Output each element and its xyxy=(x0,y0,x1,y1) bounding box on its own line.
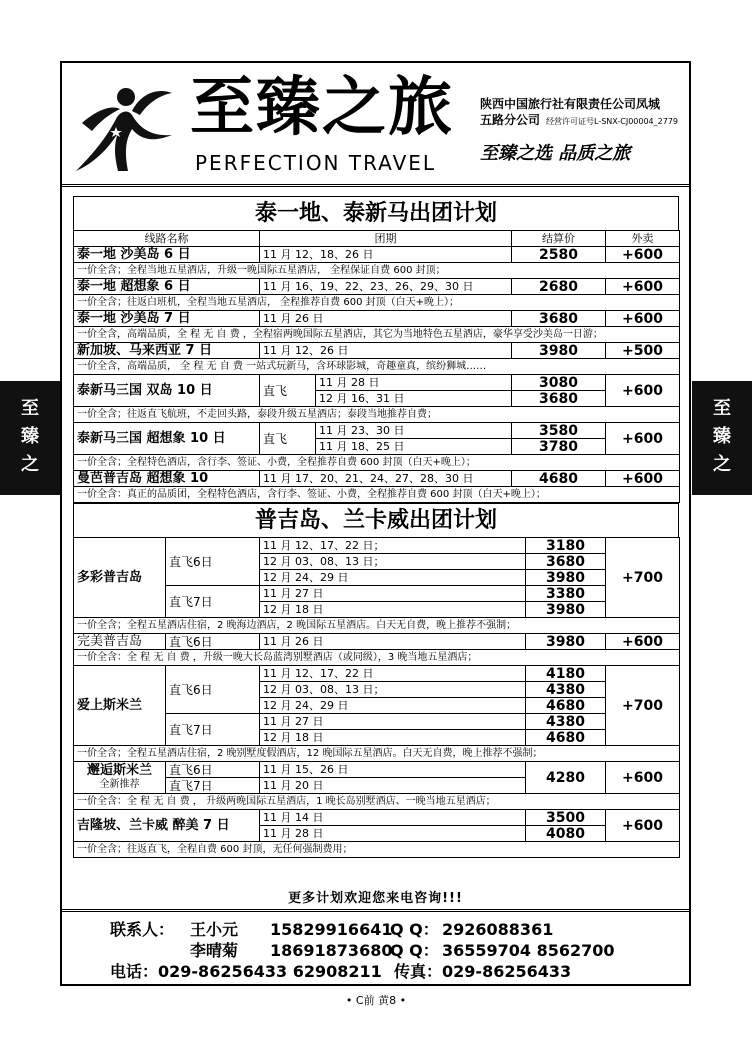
route-dates: 11 月 23、30 日 xyxy=(316,423,512,439)
note-row xyxy=(74,650,680,666)
table-row xyxy=(74,762,680,778)
route-name: 完美普吉岛 xyxy=(74,634,166,650)
route-note: 一价全含；往返直飞，全程自费 600 封顶，无任何强制费用； xyxy=(74,842,680,858)
company-info xyxy=(480,96,690,130)
route-dates: 12 月 24、29 日 xyxy=(260,570,526,586)
note-row xyxy=(74,842,680,858)
route-price: 2680 xyxy=(512,279,606,295)
route-name: 曼芭普吉岛 超想象 10 xyxy=(74,471,260,487)
note-row xyxy=(74,359,680,375)
route-price: 3680 xyxy=(512,391,606,407)
new-recommend-tag: 全新推荐 xyxy=(99,778,140,790)
contact-qq: 2926088361 xyxy=(442,920,554,939)
brand-name-cn: 至臻之旅 xyxy=(190,71,454,145)
table-row xyxy=(74,343,680,359)
route-name: 泰一地 超想象 6 日 xyxy=(74,279,260,295)
route-sell: +700 xyxy=(606,666,680,746)
route-sell: +600 xyxy=(606,423,680,455)
route-dates: 11 月 26 日 xyxy=(260,634,526,650)
header-route: 线路名称 xyxy=(74,231,260,247)
route-note: 一价全含；全程当地五星酒店，升级一晚国际五星酒店， 全程保证自费 600 封顶； xyxy=(74,263,680,279)
table-row xyxy=(74,375,680,391)
route-price: 3980 xyxy=(526,602,606,618)
flyer-frame xyxy=(60,61,691,986)
route-name: 多彩普吉岛 xyxy=(74,538,166,618)
contact-row xyxy=(110,940,615,961)
table-header-row xyxy=(74,231,680,247)
note-row xyxy=(74,618,680,634)
more-plans-notice: 更多计划欢迎您来电咨询!!! xyxy=(288,891,463,906)
route-dates: 11 月 15、26 日 xyxy=(260,762,526,778)
contact-phone: 18691873680 xyxy=(270,941,393,960)
fax-label: 传真： xyxy=(394,962,443,981)
route-dates: 12 月 16、31 日 xyxy=(316,391,512,407)
table-row xyxy=(74,471,680,487)
note-row xyxy=(74,455,680,471)
header-dates: 团期 xyxy=(260,231,512,247)
route-sell: +600 xyxy=(606,762,680,794)
route-dates: 11 月 18、25 日 xyxy=(316,439,512,455)
route-price: 3980 xyxy=(512,343,606,359)
route-sell: +600 xyxy=(606,471,680,487)
note-row xyxy=(74,263,680,279)
route-dates: 11 月 12、26 日 xyxy=(260,343,512,359)
route-sell: +600 xyxy=(606,810,680,842)
contact-phone: 15829916641 xyxy=(270,920,393,939)
route-dates: 11 月 20 日 xyxy=(260,778,526,794)
route-dates: 11 月 12、17、22 日； xyxy=(260,538,526,554)
side-tab-char: 至 xyxy=(713,398,731,419)
route-mode: 直飞7日 xyxy=(166,778,260,794)
route-price: 4080 xyxy=(526,826,606,842)
route-name: 泰一地 沙美岛 7 日 xyxy=(74,311,260,327)
table-row xyxy=(74,634,680,650)
company-name-line2 xyxy=(480,112,690,130)
company-name-line1: 陕西中国旅行社有限责任公司凤城 xyxy=(480,97,661,111)
route-dates: 11 月 27 日 xyxy=(260,714,526,730)
license-number: 经营许可证号L-SNX-CJ00004_2779 xyxy=(546,117,679,126)
side-tab-char: 臻 xyxy=(21,426,39,447)
route-price: 3980 xyxy=(526,634,606,650)
table-row xyxy=(74,423,680,439)
route-note: 一价全含，高端品质， 全 程 无 自 费 一站式玩新马，含环球影城，奇趣童真，缤纷狮城…… xyxy=(74,359,680,375)
route-sell: +700 xyxy=(606,538,680,618)
route-name xyxy=(74,762,166,794)
route-dates: 11 月 14 日 xyxy=(260,810,526,826)
route-price: 3580 xyxy=(512,423,606,439)
thailand-table xyxy=(73,230,680,503)
route-price: 4680 xyxy=(512,471,606,487)
fax-number: 029-86256433 xyxy=(442,962,572,981)
route-note: 一价全含；全程五星酒店住宿，2 晚海边酒店，2 晚国际五星酒店。白天无自费，晚上推荐不强制； xyxy=(74,618,680,634)
route-name: 泰新马三国 超想象 10 日 xyxy=(74,423,260,455)
route-mode: 直飞7日 xyxy=(166,586,260,618)
route-name: 泰一地 沙美岛 6 日 xyxy=(74,247,260,263)
route-mode: 直飞6日 xyxy=(166,538,260,586)
route-note: 一价全含；全程五星酒店住宿，2 晚别墅度假酒店，12 晚国际五星酒店。白天无自费，晚上推荐不强制； xyxy=(74,746,680,762)
table-row xyxy=(74,279,680,295)
route-mode: 直飞6日 xyxy=(166,762,260,778)
header xyxy=(62,63,689,187)
route-note: 一价全含，高端品质，全 程 无 自 费 ，全程宿两晚国际五星酒店，其它为当地特色五星酒店，豪华享受沙美岛一日游； xyxy=(74,327,680,343)
divider xyxy=(62,909,689,912)
note-row xyxy=(74,487,680,503)
route-dates: 11 月 28 日 xyxy=(316,375,512,391)
side-tab-left xyxy=(0,381,60,495)
table-row xyxy=(74,666,680,682)
route-dates: 11 月 27 日 xyxy=(260,586,526,602)
route-name: 新加坡、马来西亚 7 日 xyxy=(74,343,260,359)
route-sell: +600 xyxy=(606,279,680,295)
tel-label: 电话： xyxy=(110,962,159,981)
qq-label: Q Q： xyxy=(390,920,439,939)
note-row xyxy=(74,327,680,343)
route-dates: 12 月 03、08、13 日； xyxy=(260,554,526,570)
contact-row xyxy=(110,919,615,940)
table-row xyxy=(74,538,680,554)
route-price: 4680 xyxy=(526,698,606,714)
route-price: 4380 xyxy=(526,682,606,698)
contact-row xyxy=(110,961,615,982)
route-mode: 直飞 xyxy=(260,375,316,407)
note-row xyxy=(74,794,680,810)
route-dates: 11 月 16、19、22、23、26、29、30 日 xyxy=(260,279,512,295)
header-sell: 外卖 xyxy=(606,231,680,247)
phuket-table xyxy=(73,537,680,858)
route-dates: 11 月 26 日 xyxy=(260,311,512,327)
route-sell: +600 xyxy=(606,247,680,263)
header-price: 结算价 xyxy=(512,231,606,247)
note-row xyxy=(74,407,680,423)
route-sell: +600 xyxy=(606,311,680,327)
route-price: 2580 xyxy=(512,247,606,263)
route-mode: 直飞7日 xyxy=(166,714,260,746)
route-note: 一价全含：真正的品质团，全程特色酒店，含行李、签证、小费，全程推荐自费 600 封顶（白天+晚上）； xyxy=(74,487,680,503)
side-tab-char: 至 xyxy=(21,398,39,419)
route-sell: +600 xyxy=(606,375,680,407)
route-note: 一价全含；往返白班机，全程当地五星酒店， 全程推荐自费 600 封顶（白天+晚上）； xyxy=(74,295,680,311)
section-title-thailand: 泰一地、泰新马出团计划 xyxy=(73,196,679,230)
leaping-figure-logo-icon xyxy=(68,79,178,179)
route-name: 爱上斯米兰 xyxy=(74,666,166,746)
tour-schedule xyxy=(73,196,679,858)
side-tab-right xyxy=(692,381,752,495)
route-dates: 11 月 12、17、22 日 xyxy=(260,666,526,682)
route-dates: 12 月 03、08、13 日； xyxy=(260,682,526,698)
route-sell: +500 xyxy=(606,343,680,359)
note-row xyxy=(74,746,680,762)
brand-name-en: PERFECTION TRAVEL xyxy=(195,151,437,175)
side-tab-char: 臻 xyxy=(713,426,731,447)
route-note: 一价全含：全 程 无 自 费 ， 升级两晚国际五星酒店，1 晚长岛别墅酒店、一晚当地五星酒店； xyxy=(74,794,680,810)
route-dates: 11 月 12、18、26 日 xyxy=(260,247,512,263)
route-dates: 11 月 17、20、21、24、27、28、30 日 xyxy=(260,471,512,487)
route-sell: +600 xyxy=(606,634,680,650)
tel-number: 029-86256433 62908211 xyxy=(158,962,382,981)
route-note: 一价全含；全程特色酒店，含行李、签证、小费，全程推荐自费 600 封顶（白天+晚上）； xyxy=(74,455,680,471)
route-price: 4380 xyxy=(526,714,606,730)
route-note: 一价全含；往返直飞航班，不走回头路，泰段升级五星酒店；泰段当地推荐自费； xyxy=(74,407,680,423)
route-dates: 11 月 28 日 xyxy=(260,826,526,842)
route-price: 4180 xyxy=(526,666,606,682)
route-name: 吉隆坡、兰卡威 醉美 7 日 xyxy=(74,810,260,842)
route-mode: 直飞6日 xyxy=(166,666,260,714)
route-dates: 12 月 18 日 xyxy=(260,602,526,618)
route-price: 3780 xyxy=(512,439,606,455)
route-mode: 直飞6日 xyxy=(166,634,260,650)
slogan: 至臻之选 品质之旅 xyxy=(480,143,631,164)
route-dates: 12 月 24、29 日 xyxy=(260,698,526,714)
route-dates: 12 月 18 日 xyxy=(260,730,526,746)
route-price: 4280 xyxy=(526,762,606,794)
route-price: 3380 xyxy=(526,586,606,602)
route-price: 3500 xyxy=(526,810,606,826)
company-branch: 五路分公司 xyxy=(480,113,541,127)
route-title: 邂逅斯米兰 xyxy=(86,762,152,778)
route-price: 3680 xyxy=(512,311,606,327)
side-tab-char: 之 xyxy=(21,454,39,475)
contact-label: 联系人： xyxy=(110,920,175,939)
route-price: 4680 xyxy=(526,730,606,746)
contact-info xyxy=(110,919,615,982)
route-price: 3980 xyxy=(526,570,606,586)
route-name: 泰新马三国 双岛 10 日 xyxy=(74,375,260,407)
table-row xyxy=(74,311,680,327)
table-row xyxy=(74,247,680,263)
route-price: 3680 xyxy=(526,554,606,570)
route-price: 3180 xyxy=(526,538,606,554)
contact-name: 王小元 xyxy=(190,920,239,939)
contact-name: 李晴菊 xyxy=(190,941,239,960)
side-tab-char: 之 xyxy=(713,454,731,475)
section-title-phuket: 普吉岛、兰卡威出团计划 xyxy=(73,503,679,537)
contact-qq: 36559704 8562700 xyxy=(442,941,615,960)
qq-label: Q Q： xyxy=(390,941,439,960)
route-note: 一价全含：全 程 无 自 费 ，升级一晚大长岛蓝湾别墅酒店（或同级），3 晚当地五星酒店； xyxy=(74,650,680,666)
note-row xyxy=(74,295,680,311)
route-mode: 直飞 xyxy=(260,423,316,455)
route-price: 3080 xyxy=(512,375,606,391)
page-number: • C前 黄8 • xyxy=(345,994,407,1007)
table-row xyxy=(74,810,680,826)
